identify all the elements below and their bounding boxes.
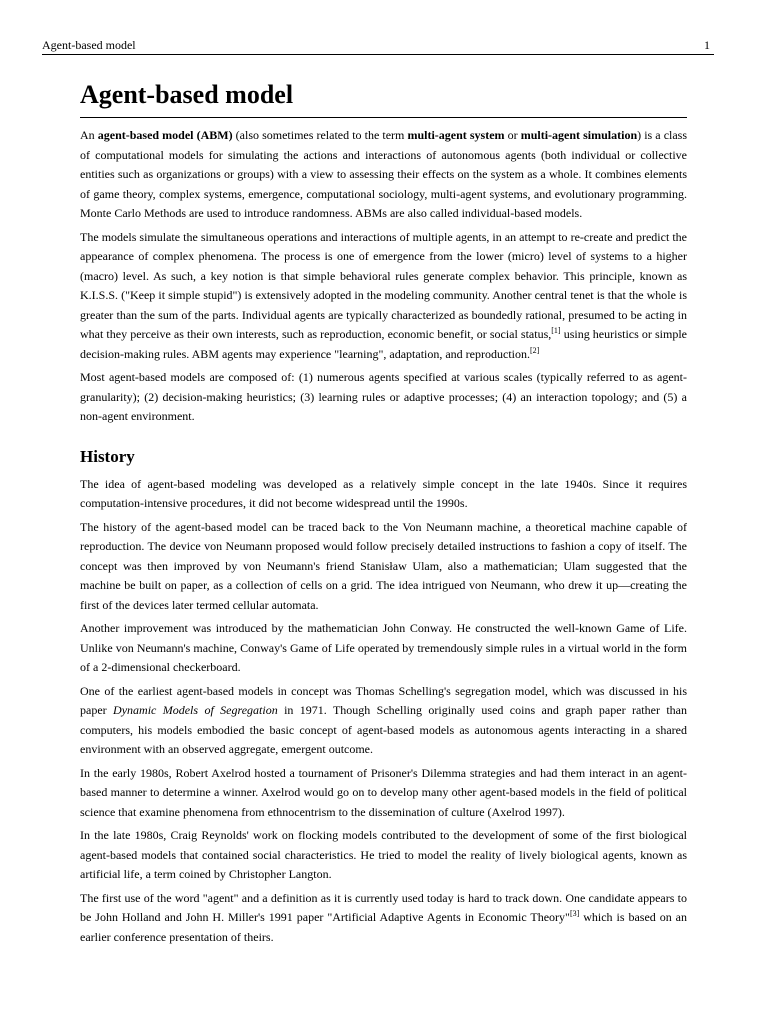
history-paragraph-6: In the late 1980s, Craig Reynolds' work on flocking models contributed to the development of some of the first biological agent-based models that contained social characteristics. He tried to model the reality of lively biological agents, known as artificial life, a term coined by Christopher Langton. bbox=[80, 828, 687, 881]
italic-title: Dynamic Models of Segregation bbox=[113, 703, 278, 717]
text: in 1971. Though Schelling originally used coins and graph paper rather than computers, his models embodied the basic concept of agent-based models as autonomous agents interacting in a shared environment with an observed aggregate, emergent outcome. bbox=[80, 703, 687, 756]
text: An bbox=[80, 128, 98, 142]
history-paragraph-3: Another improvement was introduced by the mathematician John Conway. He constructed the well-known Game of Life. Unlike von Neumann's machine, Conway's Game of Life operated by tremendously simple rules in a virtual world in the form of a 2-dimensional checkerboard. bbox=[80, 621, 687, 674]
page-title: Agent-based model bbox=[80, 79, 687, 118]
intro-paragraph-3: Most agent-based models are composed of: (1) numerous agents specified at various scales (typically referred to as agent-granularity); (2) decision-making heuristics; (3) learning rules or adaptive processes; (4) an interaction topology; and (5) a non-agent environment. bbox=[80, 370, 687, 423]
page-number: 1 bbox=[704, 38, 710, 52]
text: ) is a class of computational models for simulating the actions and interactions of autonomous agents (both individual or collective entities such as organizations or groups) with a view to assessing their effects on the system as a whole. It combines elements of game theory, complex systems, emergence, computational sociology, multi-agent systems, and evolutionary programming. Monte Carlo Methods are used to introduce randomness. ABMs are also called individual-based models. bbox=[80, 128, 688, 220]
history-paragraph-2: The history of the agent-based model can be traced back to the Von Neumann machine, a theoretical machine capable of reproduction. The device von Neumann proposed would follow precisely detailed instructions to fashion a copy of itself. The concept was then improved by von Neumann's friend Stanisław Ulam, also a mathematician; Ulam suggested that the machine be built on paper, as a collection of cells on a grid. The idea intrigued von Neumann, who drew it up—creating the first of the devices later termed cellular automata. bbox=[80, 519, 687, 612]
history-paragraph-4 bbox=[80, 682, 687, 760]
text: or bbox=[504, 128, 521, 142]
intro-paragraph-1 bbox=[80, 126, 687, 224]
text: One of the earliest agent-based models in concept was Thomas Schelling's segregation model, which was discussed in his paper bbox=[80, 683, 687, 717]
text: The first use of the word "agent" and a definition as it is currently used today is hard to track down. One candidate appears to be John Holland and John H. Miller's 1991 paper "Artificial Adaptive Agents in Economic Theory" bbox=[80, 890, 687, 924]
bold-term-multi-agent-system: multi-agent system bbox=[407, 128, 505, 142]
bold-term-abm: agent-based model (ABM) bbox=[97, 128, 233, 142]
history-paragraph-7 bbox=[80, 889, 687, 948]
bold-term-multi-agent-simulation: multi-agent simulation bbox=[520, 128, 638, 142]
article-body bbox=[80, 79, 687, 951]
text: using heuristics or simple decision-making rules. ABM agents may experience "learning", adaptation, and reproduction. bbox=[80, 327, 687, 361]
section-heading-history: History bbox=[80, 446, 135, 466]
running-title: Agent-based model bbox=[42, 38, 136, 52]
citation-link[interactable]: [3] bbox=[569, 909, 580, 918]
page-header bbox=[42, 37, 714, 55]
citation-link[interactable]: [2] bbox=[530, 345, 540, 355]
text: The models simulate the simultaneous operations and interactions of multiple agents, in an attempt to re-create and predict the appearance of complex phenomena. The process is one of emergence from the lower (micro) level of systems to a higher (macro) level. As such, a key notion is that simple behavioral rules generate complex behavior. This principle, known as K.I.S.S. ("Keep it simple stupid") is extensively adopted in the modeling community. Another central tenet is that the whole is greater than the sum of the parts. Individual agents are typically characterized as boundedly rational, presumed to be acting in what they perceive as their own interests, such as reproduction, economic benefit, or social status, bbox=[80, 229, 687, 341]
citation-link[interactable]: [1] bbox=[551, 326, 561, 335]
text: (also sometimes related to the term bbox=[232, 128, 408, 142]
history-paragraph-5: In the early 1980s, Robert Axelrod hosted a tournament of Prisoner's Dilemma strategies and had them interact in an agent-based manner to determine a winner. Axelrod would go on to develop many other agent-based models in the field of political science that examine phenomena from ethnocentrism to the dissemination of culture (Axelrod 1997). bbox=[80, 765, 687, 819]
history-paragraph-1: The idea of agent-based modeling was developed as a relatively simple concept in the late 1940s. Since it requires computation-intensive procedures, it did not become widespread until the 1990s. bbox=[80, 476, 687, 510]
text: which is based on an earlier conference presentation of theirs. bbox=[80, 910, 687, 944]
intro-paragraph-2 bbox=[80, 228, 687, 365]
